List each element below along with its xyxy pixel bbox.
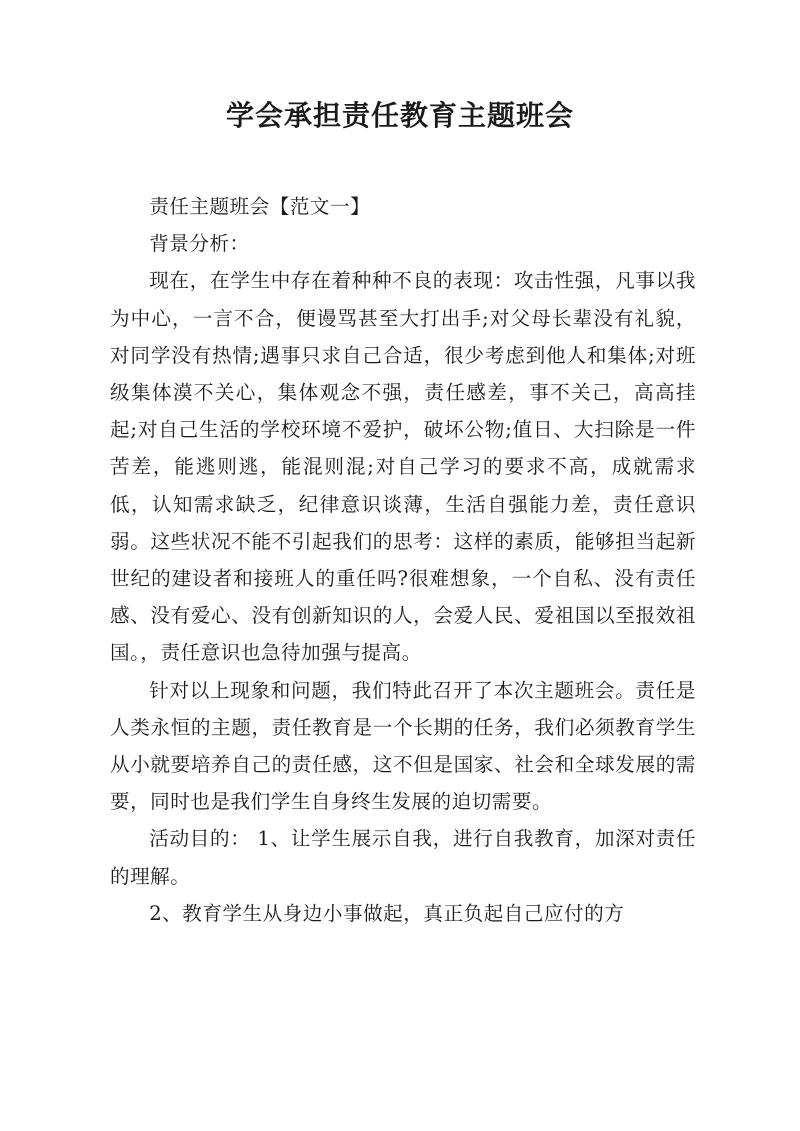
paragraph-purpose-statement: 针对以上现象和问题，我们特此召开了本次主题班会。责任是人类永恒的主题，责任教育是一个长期的任务，我们必须教育学生从小就要培养自己的责任感，这不但是国家、社会和全球发展的需要，同时也是我们学生自身终生发展的迫切需要。 — [110, 678, 696, 814]
paragraph-activity-goal-1: 活动目的： 1、让学生展示自我，进行自我教育，加深对责任的理解。 — [110, 827, 696, 888]
document-title: 学会承担责任教育主题班会 — [225, 99, 574, 132]
document-body — [110, 188, 696, 932]
paragraph-section-heading: 责任主题班会【范文一】 — [149, 195, 371, 218]
paragraph-activity-goal-2: 2、教育学生从身边小事做起，真正负起自己应付的方 — [149, 901, 625, 925]
paragraph-background-label: 背景分析： — [149, 232, 250, 256]
paragraph-background-analysis: 现在，在学生中存在着种种不良的表现：攻击性强，凡事以我为中心，一言不合，便谩骂甚至大打出手;对父母长辈没有礼貌，对同学没有热情;遇事只求自己合适，很少考虑到他人和集体;对班级集体漠不关心，集体观念不强，责任感差，事不关己，高高挂起;对自己生活的学校环境不爱护，破坏公物;值日、大扫除是一件苦差，能逃则逃，能混则混;对自己学习的要求不高，成就需求低，认知需求缺乏，纪律意识谈薄，生活自强能力差，责任意识弱。这些状况不能不引起我们的思考：这样的素质，能够担当起新世纪的建设者和接班人的重任吗?很难想象，一个自私、没有责任感、没有爱心、没有创新知识的人，会爱人民、爱祖国以至报效祖国。，责任意识也急待加强与提高。 — [110, 269, 696, 665]
